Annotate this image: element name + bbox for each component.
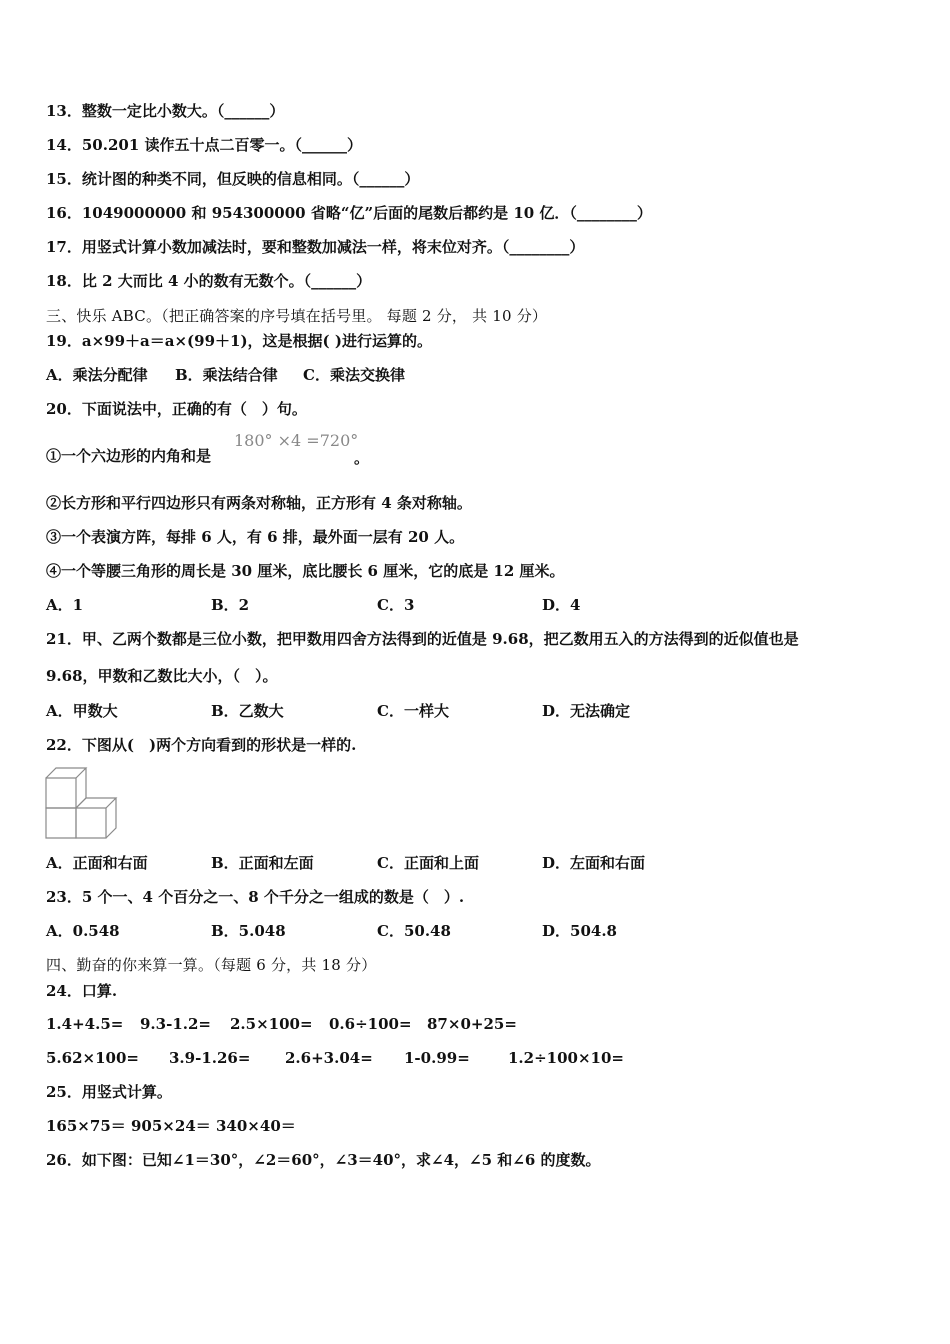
question-21-stem-line2: 9.68，甲数和乙数比大小，（ ）。	[46, 667, 278, 685]
option-d: D．无法确定	[542, 702, 631, 720]
option-d: D．左面和右面	[542, 854, 646, 872]
option-b: B．乘法结合律	[175, 366, 278, 384]
option-c: C．正面和上面	[377, 854, 479, 872]
statement-1	[46, 446, 211, 466]
question-15: 15．统计图的种类不同，但反映的信息相同。（______）	[46, 170, 420, 188]
option-a: A．乘法分配律	[46, 366, 148, 384]
expression: 3.9-1.26=	[169, 1049, 251, 1067]
question-13: 13．整数一定比小数大。（______）	[46, 102, 285, 120]
question-26: 26．如下图：已知∠1＝30°，∠2＝60°，∠3＝40°，求∠4，∠5 和∠6 的度数。	[46, 1151, 601, 1169]
option-d: D．4	[542, 596, 581, 614]
expression: 0.6÷100=	[329, 1015, 412, 1033]
statement-2: ②长方形和平行四边形只有两条对称轴，正方形有 4 条对称轴。	[46, 494, 472, 512]
statement-1-end: 。	[354, 449, 370, 467]
question-25-stem: 25．用竖式计算。	[46, 1083, 172, 1101]
option-c: C．50.48	[377, 922, 451, 940]
expression: 165×75＝	[46, 1117, 126, 1135]
column-calc-row	[46, 1116, 906, 1136]
question-24-stem: 24．口算.	[46, 982, 118, 1000]
expression: 1-0.99=	[404, 1049, 470, 1067]
option-a: A．0.548	[46, 922, 120, 940]
question-22-stem: 22．下图从( )两个方向看到的形状是一样的.	[46, 736, 357, 754]
question-20-options	[46, 595, 906, 615]
question-17: 17．用竖式计算小数加减法时，要和整数加减法一样，将末位对齐。（________）	[46, 238, 585, 256]
expression: 9.3-1.2=	[140, 1015, 211, 1033]
question-19-options	[46, 365, 906, 385]
expression: 5.62×100=	[46, 1049, 139, 1067]
expression: 1.4+4.5=	[46, 1015, 124, 1033]
option-b: B．2	[211, 596, 250, 614]
option-d: D．504.8	[542, 922, 617, 940]
expression: 2.5×100=	[230, 1015, 313, 1033]
question-18: 18．比 2 大而比 4 小的数有无数个。（______）	[46, 272, 372, 290]
expression: 87×0+25=	[427, 1015, 517, 1033]
mental-math-row-1	[46, 1014, 906, 1034]
question-21-options	[46, 701, 906, 721]
option-b: B．5.048	[211, 922, 286, 940]
question-23-stem: 23．5 个一、4 个百分之一、8 个千分之一组成的数是（ ）.	[46, 888, 465, 906]
angle-sum-formula-image: 180° ×4 =720°	[234, 431, 359, 450]
expression: 340×40＝	[216, 1117, 296, 1135]
mental-math-row-2	[46, 1048, 906, 1068]
option-b: B．正面和左面	[211, 854, 314, 872]
stacked-cubes-figure	[44, 764, 132, 840]
option-b: B．乙数大	[211, 702, 284, 720]
option-a: A．正面和右面	[46, 854, 148, 872]
question-23-options	[46, 921, 906, 941]
question-21-stem-line1: 21．甲、乙两个数都是三位小数，把甲数用四舍方法得到的近值是 9.68，把乙数用五入的方法得到的近似值也是	[46, 630, 799, 648]
question-16: 16．1049000000 和 954300000 省略“亿”后面的尾数后都约是 10 亿．（________）	[46, 204, 652, 222]
question-19-stem: 19．a×99＋a＝a×(99＋1)，这是根据( )进行运算的。	[46, 332, 432, 350]
option-c: C．3	[377, 596, 415, 614]
section-4-heading: 四、勤奋的你来算一算。（每题 6 分，共 18 分）	[46, 956, 377, 974]
question-14: 14．50.201 读作五十点二百零一。（______）	[46, 136, 363, 154]
expression: 905×24＝	[131, 1117, 211, 1135]
option-c: C．一样大	[377, 702, 449, 720]
statement-4: ④一个等腰三角形的周长是 30 厘米，底比腰长 6 厘米，它的底是 12 厘米。	[46, 562, 565, 580]
statement-1-text: ①一个六边形的内角和是	[46, 447, 212, 465]
expression: 1.2÷100×10=	[508, 1049, 624, 1067]
statement-3: ③一个表演方阵，每排 6 人，有 6 排，最外面一层有 20 人。	[46, 528, 465, 546]
expression: 2.6+3.04=	[285, 1049, 373, 1067]
question-22-options	[46, 853, 906, 873]
question-20-stem: 20．下面说法中，正确的有（ ）句。	[46, 400, 307, 418]
section-3-heading: 三、快乐 ABC。（把正确答案的序号填在括号里。 每题 2 分， 共 10 分）	[46, 307, 548, 325]
option-a: A．甲数大	[46, 702, 118, 720]
option-a: A．1	[46, 596, 84, 614]
option-c: C．乘法交换律	[303, 366, 405, 384]
